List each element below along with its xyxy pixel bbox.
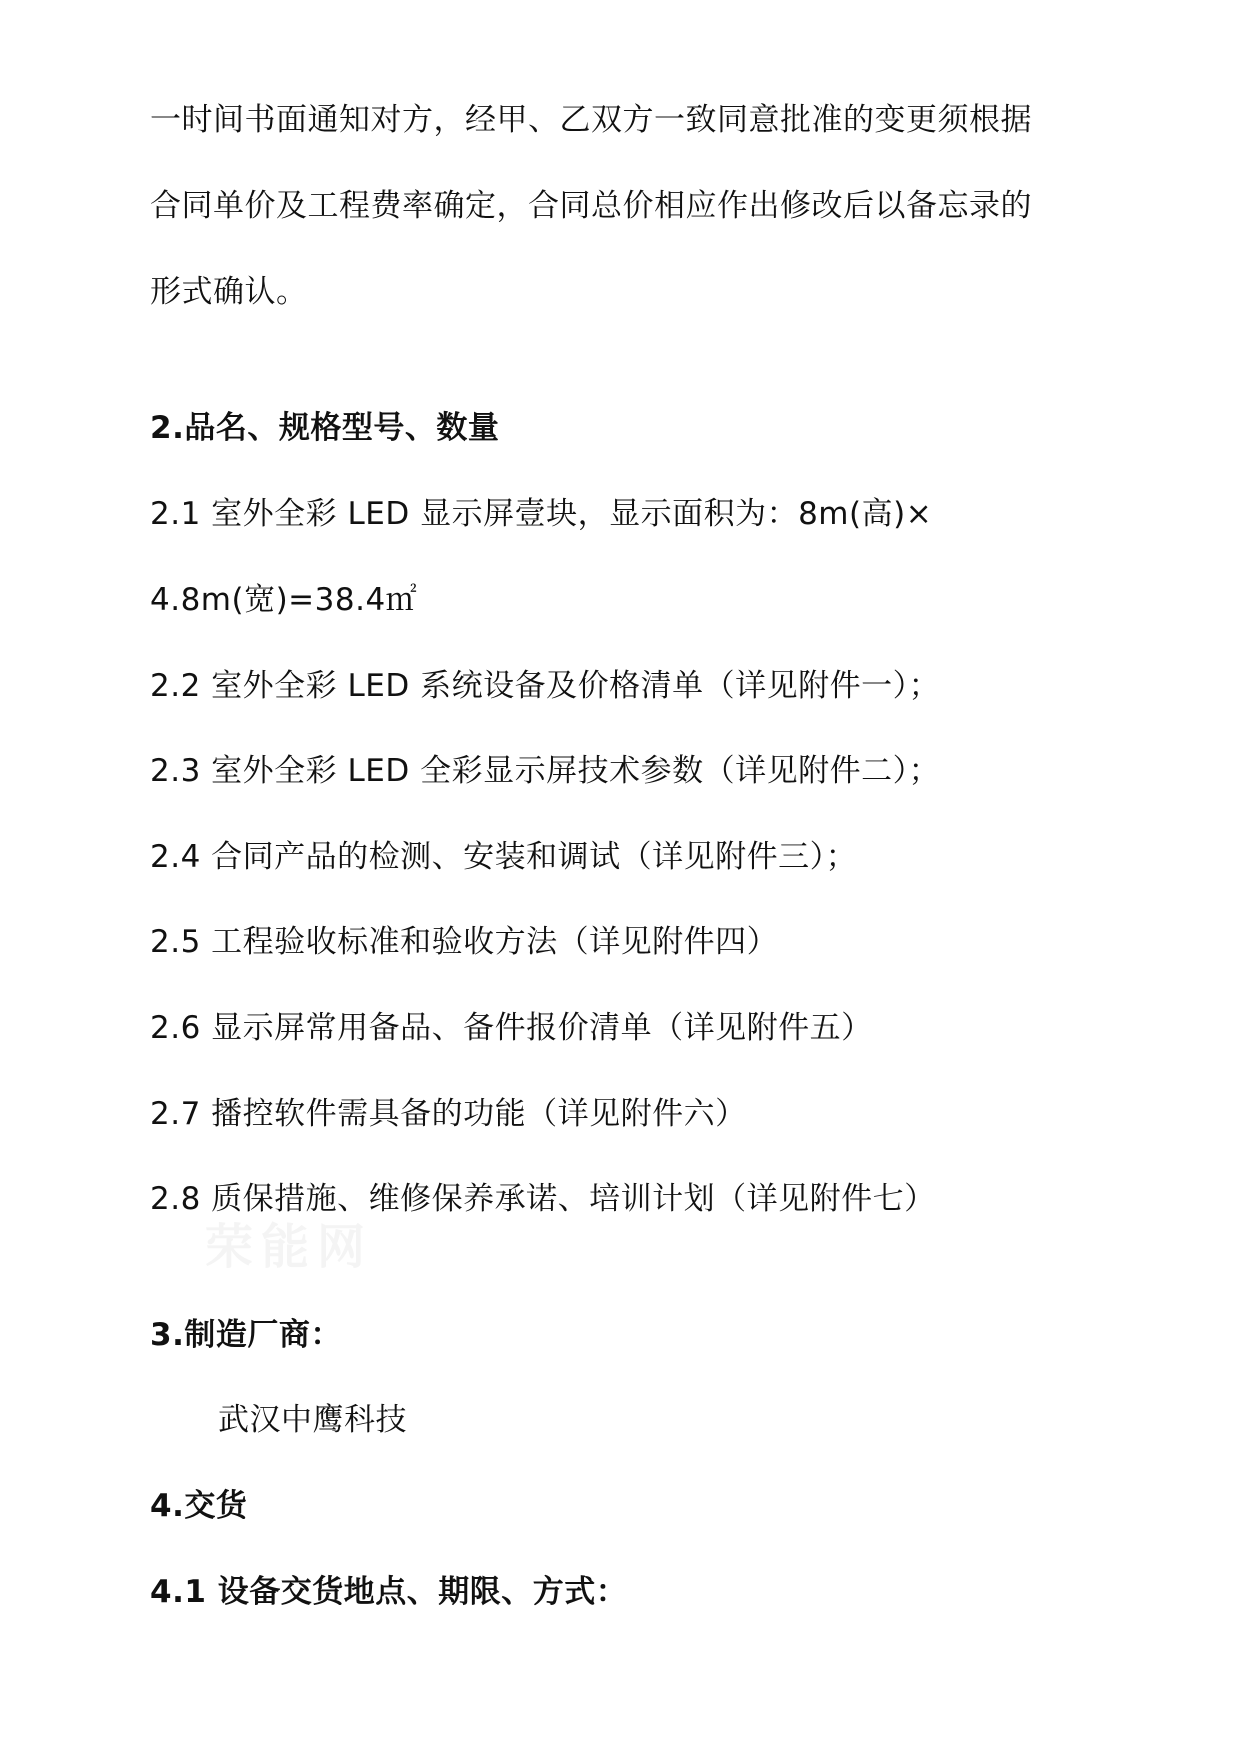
list-item: 2.7 播控软件需具备的功能（详见附件六）: [150, 1096, 747, 1132]
list-item: 2.4 合同产品的检测、安装和调试（详见附件三）；: [150, 839, 858, 875]
list-item: 2.5 工程验收标准和验收方法（详见附件四）: [150, 924, 779, 960]
list-item: 4.8m(宽)=38.4㎡: [150, 582, 418, 618]
section-3-heading: 3.制造厂商：: [150, 1317, 342, 1353]
paragraph-line: 合同单价及工程费率确定，合同总价相应作出修改后以备忘录的: [150, 188, 1032, 224]
section-4-heading: 4.交货: [150, 1488, 248, 1524]
manufacturer-name: 武汉中鹰科技: [218, 1402, 407, 1438]
watermark: 荣能网: [205, 1219, 374, 1275]
paragraph-line: 形式确认。: [150, 274, 308, 310]
list-item: 2.3 室外全彩 LED 全彩显示屏技术参数（详见附件二）；: [150, 753, 941, 789]
list-item: 2.6 显示屏常用备品、备件报价清单（详见附件五）: [150, 1010, 873, 1046]
list-item: 2.1 室外全彩 LED 显示屏壹块，显示面积为：8m(高)×: [150, 496, 933, 532]
list-item: 2.8 质保措施、维修保养承诺、培训计划（详见附件七）: [150, 1181, 936, 1217]
section-4-subheading: 4.1 设备交货地点、期限、方式：: [150, 1574, 628, 1610]
section-2-heading: 2.品名、规格型号、数量: [150, 410, 500, 446]
list-item: 2.2 室外全彩 LED 系统设备及价格清单（详见附件一）；: [150, 668, 941, 704]
paragraph-line: 一时间书面通知对方，经甲、乙双方一致同意批准的变更须根据: [150, 102, 1032, 138]
